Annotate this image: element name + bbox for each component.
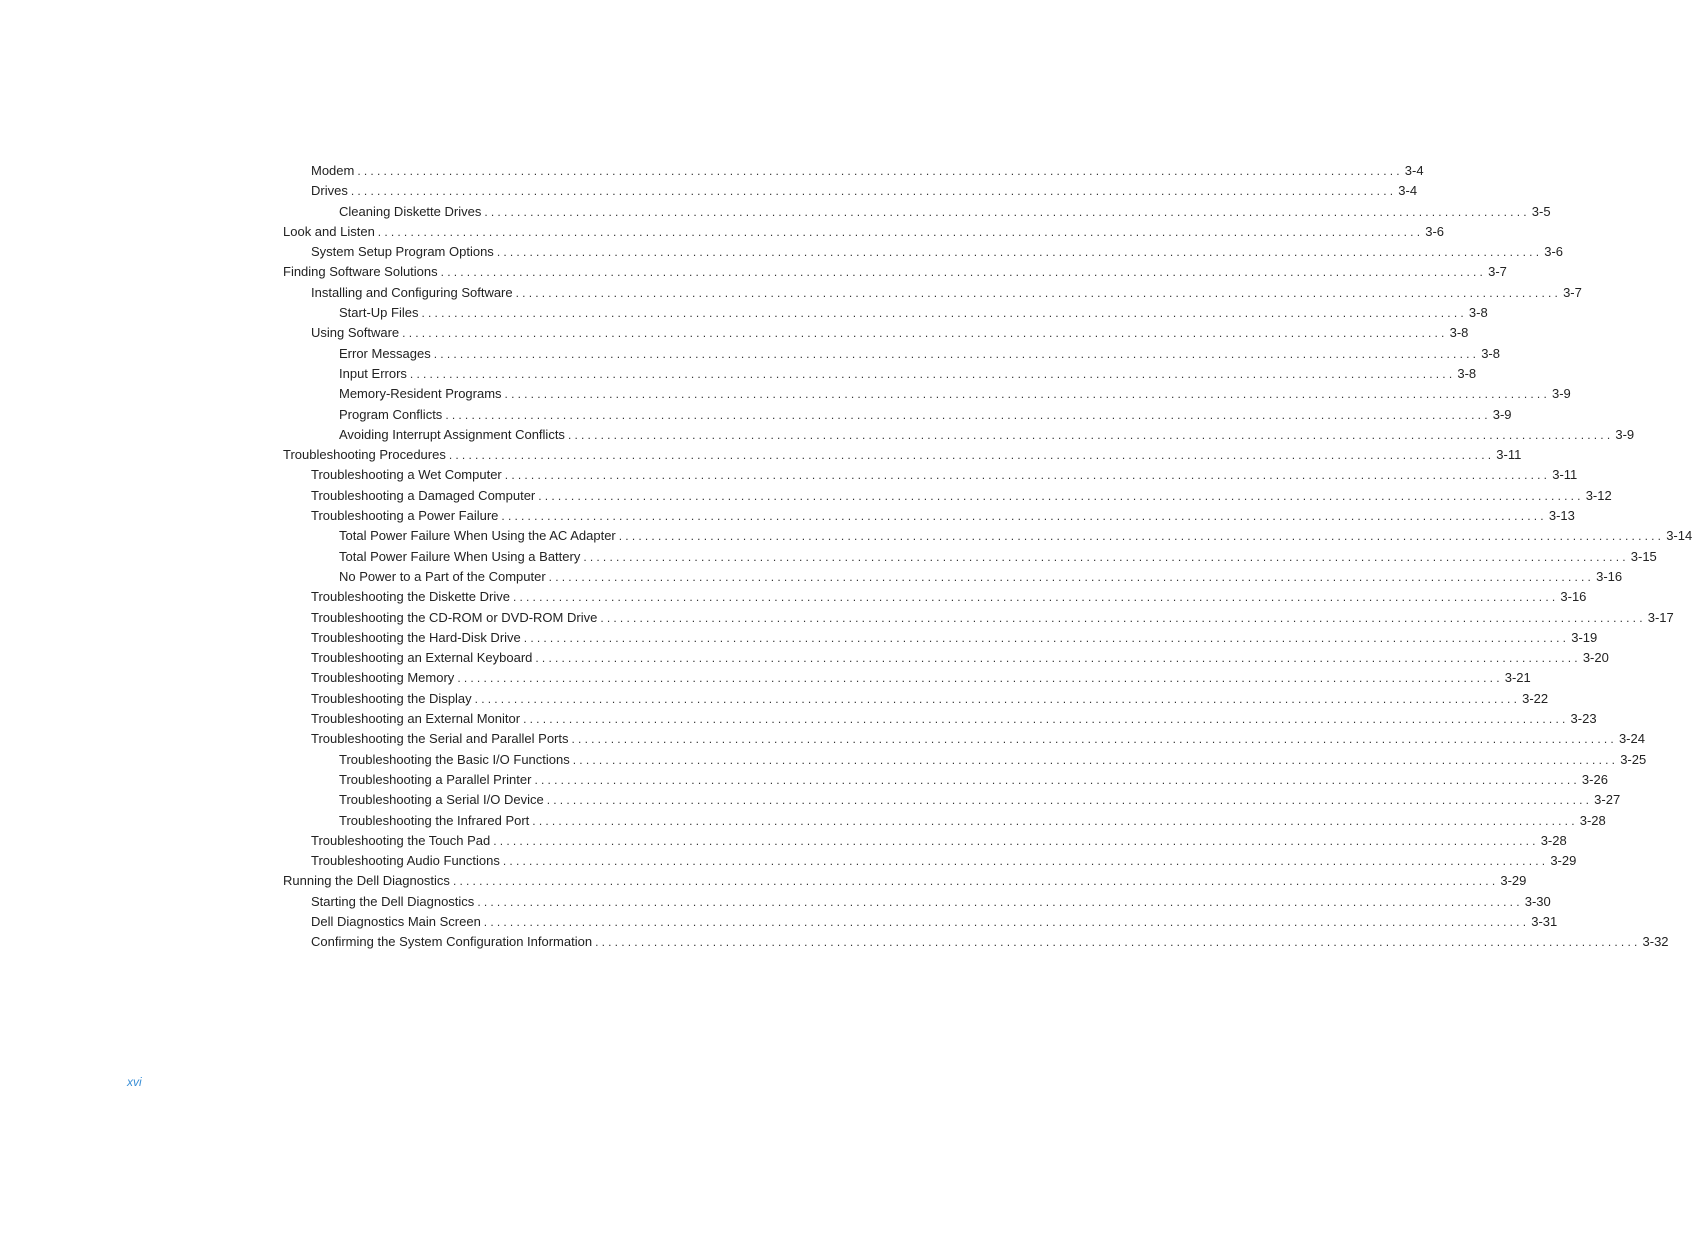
toc-entry-title: Troubleshooting a Parallel Printer (339, 771, 532, 787)
toc-entry-page: 3-32 (1642, 934, 1669, 950)
toc-entry-page: 3-28 (1540, 832, 1567, 848)
toc-entry-title: Troubleshooting a Serial I/O Device (339, 792, 544, 808)
dot-leader: ................................................................................................................................................................ (350, 184, 1397, 199)
toc-entry-title: Troubleshooting the Infrared Port (339, 812, 530, 828)
dot-leader: ................................................................................................................................................................ (618, 529, 1665, 544)
toc-entry-page: 3-9 (1551, 386, 1571, 402)
toc-entry-title: Starting the Dell Diagnostics (311, 893, 475, 909)
toc-entry-page: 3-24 (1618, 731, 1645, 747)
toc-entry (283, 344, 1500, 364)
toc-entry-title: Look and Listen (283, 223, 375, 239)
toc-entry (283, 262, 1507, 282)
table-of-contents (283, 161, 1692, 953)
toc-entry-title: Troubleshooting the Diskette Drive (311, 589, 510, 605)
dot-leader: ................................................................................................................................................................ (501, 509, 1547, 524)
toc-entry (283, 628, 1598, 648)
toc-entry (283, 181, 1418, 201)
dot-leader: ................................................................................................................................................................ (477, 894, 1523, 909)
toc-entry-title: Modem (311, 163, 355, 178)
dot-leader: ................................................................................................................................................................ (448, 448, 1495, 463)
toc-entry-page: 3-21 (1504, 670, 1531, 686)
toc-entry-title: Total Power Failure When Using the AC Adapter (339, 528, 616, 544)
toc-entry-title: Troubleshooting Memory (311, 670, 455, 686)
dot-leader: ................................................................................................................................................................ (409, 366, 1456, 381)
dot-leader: ................................................................................................................................................................ (357, 164, 1403, 178)
toc-entry-title: Drives (311, 183, 348, 199)
toc-entry (283, 912, 1558, 932)
toc-entry (283, 547, 1657, 567)
toc-entry-page: 3-8 (1468, 305, 1488, 321)
toc-entry-title: Troubleshooting an External Keyboard (311, 650, 533, 666)
toc-entry-page: 3-5 (1531, 203, 1551, 219)
dot-leader: ................................................................................................................................................................ (532, 813, 1578, 828)
toc-entry (283, 871, 1527, 891)
toc-entry-page: 3-13 (1548, 508, 1575, 524)
toc-entry-page: 3-11 (1496, 447, 1522, 463)
dot-leader: ................................................................................................................................................................ (457, 671, 1503, 686)
toc-entry (283, 790, 1621, 810)
toc-entry-title: Troubleshooting Procedures (283, 447, 446, 463)
toc-entry-page: 3-28 (1579, 812, 1606, 828)
dot-leader: ................................................................................................................................................................ (474, 691, 1521, 706)
toc-entry-page: 3-31 (1531, 913, 1558, 929)
dot-leader: ................................................................................................................................................................ (523, 712, 1569, 727)
toc-entry-page: 3-25 (1620, 751, 1647, 767)
toc-entry (283, 831, 1567, 851)
dot-leader: ................................................................................................................................................................ (600, 610, 1646, 625)
toc-entry-page: 3-9 (1615, 426, 1635, 442)
toc-entry (283, 932, 1669, 952)
toc-entry-title: Troubleshooting the Serial and Parallel Ports (311, 731, 569, 747)
dot-leader: ................................................................................................................................................................ (421, 306, 1467, 321)
toc-entry (283, 364, 1477, 384)
toc-entry-title: Troubleshooting Audio Functions (311, 853, 500, 869)
toc-entry-page: 3-6 (1425, 223, 1445, 239)
toc-entry-page: 3-22 (1522, 690, 1549, 706)
toc-entry-page: 3-16 (1596, 568, 1623, 584)
toc-entry-title: Troubleshooting a Wet Computer (311, 467, 502, 483)
toc-entry (283, 526, 1692, 546)
toc-entry-title: Troubleshooting the Hard-Disk Drive (311, 629, 521, 645)
toc-entry-title: Using Software (311, 325, 400, 341)
dot-leader: ................................................................................................................................................................ (535, 651, 1581, 666)
toc-entry (283, 851, 1577, 871)
toc-entry-title: Finding Software Solutions (283, 264, 438, 280)
toc-entry (283, 445, 1522, 465)
toc-entry (283, 323, 1469, 343)
toc-entry (283, 567, 1623, 587)
toc-entry (283, 425, 1635, 445)
dot-leader: ................................................................................................................................................................ (567, 427, 1614, 442)
dot-leader: ................................................................................................................................................................ (433, 346, 1480, 361)
toc-entry (283, 222, 1445, 242)
toc-entry (283, 303, 1488, 323)
toc-entry (283, 608, 1674, 628)
dot-leader: ................................................................................................................................................................ (538, 488, 1584, 503)
toc-entry-title: System Setup Program Options (311, 244, 494, 260)
toc-entry (283, 668, 1531, 688)
toc-entry (283, 283, 1582, 303)
dot-leader: ................................................................................................................................................................ (445, 407, 1491, 422)
toc-entry (283, 811, 1606, 831)
toc-entry-page: 3-6 (1544, 244, 1564, 260)
toc-entry-title: Cleaning Diskette Drives (339, 203, 482, 219)
dot-leader: ................................................................................................................................................................ (548, 569, 1595, 584)
toc-entry (283, 689, 1549, 709)
toc-entry (283, 161, 1424, 181)
toc-entry-page: 3-8 (1481, 345, 1500, 361)
toc-entry (283, 750, 1647, 770)
page-number: xvi (127, 1075, 142, 1089)
toc-entry-title: Troubleshooting the Basic I/O Functions (339, 751, 570, 767)
toc-entry (283, 465, 1578, 485)
toc-entry-page: 3-16 (1560, 589, 1587, 605)
toc-entry-page: 3-11 (1552, 467, 1578, 483)
toc-entry (283, 506, 1575, 526)
toc-entry-title: Troubleshooting the Touch Pad (311, 832, 491, 848)
toc-entry (283, 384, 1571, 404)
toc-entry-title: Troubleshooting a Damaged Computer (311, 487, 536, 503)
toc-entry-page: 3-14 (1666, 528, 1692, 544)
toc-entry (283, 648, 1609, 668)
toc-entry-page: 3-12 (1585, 487, 1612, 503)
toc-entry-title: Installing and Configuring Software (311, 284, 513, 300)
dot-leader: ................................................................................................................................................................ (595, 935, 1641, 950)
toc-entry-page: 3-15 (1630, 548, 1657, 564)
toc-entry (283, 242, 1564, 262)
toc-entry-title: Troubleshooting the CD-ROM or DVD-ROM Drive (311, 609, 598, 625)
dot-leader: ................................................................................................................................................................ (377, 224, 1424, 239)
toc-entry (283, 405, 1512, 425)
toc-entry (283, 587, 1587, 607)
toc-entry-title: Dell Diagnostics Main Screen (311, 913, 481, 929)
toc-entry-page: 3-4 (1398, 183, 1418, 199)
toc-entry-page: 3-8 (1449, 325, 1469, 341)
dot-leader: ................................................................................................................................................................ (523, 630, 1570, 645)
toc-entry-page: 3-30 (1524, 893, 1551, 909)
dot-leader: ................................................................................................................................................................ (402, 326, 1448, 341)
dot-leader: ................................................................................................................................................................ (512, 590, 1559, 605)
dot-leader: ................................................................................................................................................................ (496, 245, 1543, 260)
toc-entry-title: Error Messages (339, 345, 431, 361)
toc-entry-page: 3-29 (1550, 853, 1577, 869)
dot-leader: ................................................................................................................................................................ (583, 549, 1629, 564)
toc-entry (283, 202, 1551, 222)
toc-entry-page: 3-23 (1570, 711, 1597, 727)
dot-leader: ................................................................................................................................................................ (452, 874, 1499, 889)
toc-entry-title: Troubleshooting the Display (311, 690, 472, 706)
toc-entry (283, 729, 1645, 749)
toc-entry-title: Input Errors (339, 365, 407, 381)
dot-leader: ................................................................................................................................................................ (504, 387, 1550, 402)
toc-entry (283, 709, 1597, 729)
toc-entry-title: Troubleshooting an External Monitor (311, 711, 521, 727)
toc-entry-title: Memory-Resident Programs (339, 386, 502, 402)
dot-leader: ................................................................................................................................................................ (493, 833, 1539, 848)
toc-entry-page: 3-17 (1647, 609, 1674, 625)
toc-entry-title: No Power to a Part of the Computer (339, 568, 546, 584)
toc-entry-title: Confirming the System Configuration Information (311, 934, 593, 950)
dot-leader: ................................................................................................................................................................ (502, 854, 1549, 869)
dot-leader: ................................................................................................................................................................ (534, 772, 1580, 787)
toc-entry-page: 3-4 (1404, 163, 1424, 178)
toc-entry-page: 3-9 (1492, 406, 1512, 422)
toc-entry-title: Start-Up Files (339, 305, 419, 321)
toc-entry-title: Total Power Failure When Using a Battery (339, 548, 581, 564)
dot-leader: ................................................................................................................................................................ (572, 752, 1619, 767)
toc-entry-title: Avoiding Interrupt Assignment Conflicts (339, 426, 565, 442)
toc-entry-page: 3-29 (1500, 873, 1527, 889)
dot-leader: ................................................................................................................................................................ (571, 732, 1617, 747)
toc-entry (283, 770, 1608, 790)
dot-leader: ................................................................................................................................................................ (484, 204, 1530, 219)
dot-leader: ................................................................................................................................................................ (504, 468, 1551, 483)
toc-entry-page: 3-7 (1563, 284, 1582, 300)
toc-entry-title: Troubleshooting a Power Failure (311, 508, 499, 524)
dot-leader: ................................................................................................................................................................ (515, 285, 1562, 300)
toc-entry (283, 892, 1551, 912)
toc-entry-page: 3-8 (1457, 365, 1477, 381)
toc-entry-title: Running the Dell Diagnostics (283, 873, 450, 889)
toc-entry-page: 3-26 (1581, 771, 1608, 787)
toc-entry-page: 3-27 (1594, 792, 1621, 808)
toc-entry-page: 3-19 (1571, 629, 1598, 645)
toc-entry-title: Program Conflicts (339, 406, 443, 422)
dot-leader: ................................................................................................................................................................ (546, 793, 1593, 808)
toc-entry-page: 3-7 (1488, 264, 1507, 280)
toc-entry-page: 3-20 (1582, 650, 1609, 666)
dot-leader: ................................................................................................................................................................ (483, 914, 1530, 929)
dot-leader: ................................................................................................................................................................ (440, 265, 1487, 280)
toc-entry (283, 486, 1612, 506)
